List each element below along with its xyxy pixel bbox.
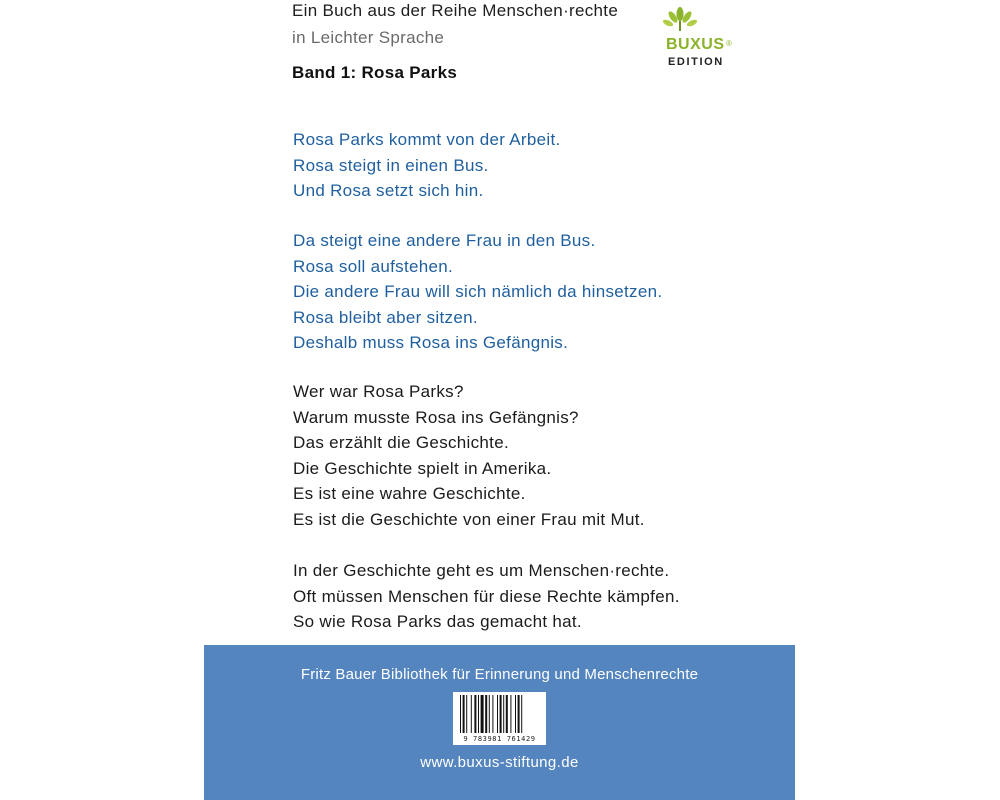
book-back-cover [204, 0, 795, 800]
barcode-bar [515, 695, 516, 733]
text-line: Die andere Frau will sich nämlich da hinsetzen. [293, 282, 663, 302]
text-line: Rosa steigt in einen Bus. [293, 155, 489, 175]
text-line: Rosa soll aufstehen. [293, 256, 454, 276]
text-line: In der Geschichte geht es um Menschen·rechte. [293, 561, 670, 580]
barcode-bar [518, 695, 520, 733]
text-line: Warum musste Rosa ins Gefängnis? [293, 407, 579, 427]
logo-registered-mark: ® [726, 39, 732, 48]
text-line: Deshalb muss Rosa ins Gefängnis. [293, 333, 569, 353]
paragraph-bus-ride [293, 127, 561, 204]
text-line: Rosa bleibt aber sitzen. [293, 307, 478, 327]
isbn-barcode [453, 692, 546, 745]
barcode-bar [463, 695, 465, 733]
paragraph-human-rights [293, 558, 680, 635]
footer-band [204, 645, 795, 800]
barcode-bar [492, 695, 493, 733]
barcode-bar [521, 695, 522, 733]
text-line: Es ist eine wahre Geschichte. [293, 484, 526, 504]
text-line: Da steigt eine andere Frau in den Bus. [293, 231, 596, 250]
text-line: So wie Rosa Parks das gemacht hat. [293, 612, 582, 632]
paragraph-stay-seated [293, 228, 662, 356]
barcode-bar [466, 695, 467, 733]
barcode-bar [474, 695, 476, 733]
text-line: Das erzählt die Geschichte. [293, 433, 509, 453]
text-line: Die Geschichte spielt in Amerika. [293, 458, 552, 478]
barcode-bars [460, 695, 539, 733]
barcode-bar [481, 695, 484, 733]
leaf-tree-icon [660, 6, 700, 40]
barcode-bar [506, 695, 508, 733]
barcode-bar [503, 695, 504, 733]
footer-url: www.buxus-stiftung.de [420, 754, 579, 771]
barcode-bar [510, 695, 511, 733]
barcode-bar [471, 695, 472, 733]
barcode-bar [500, 695, 502, 733]
series-title: Ein Buch aus der Reihe Menschen·rechte [292, 1, 619, 20]
text-line: Und Rosa setzt sich hin. [293, 181, 484, 201]
series-subtitle: in Leichter Sprache [292, 28, 445, 47]
barcode-bar [485, 695, 487, 733]
text-line: Rosa Parks kommt von der Arbeit. [293, 130, 561, 149]
text-line: Oft müssen Menschen für diese Rechte kämpfen. [293, 586, 680, 606]
barcode-bar [478, 695, 479, 733]
barcode-number: 9 783981 761429 [463, 735, 536, 743]
buxus-edition-logo [660, 6, 740, 68]
barcode-bar [489, 695, 490, 733]
barcode-bar [460, 695, 461, 733]
text-line: Es ist die Geschichte von einer Frau mit Mut. [293, 509, 645, 529]
logo-name: BUXUS [666, 36, 725, 53]
volume-title: Band 1: Rosa Parks [292, 63, 458, 82]
footer-title: Fritz Bauer Bibliothek für Erinnerung und Menschenrechte [300, 666, 699, 683]
barcode-bar [497, 695, 498, 733]
logo-subtitle: EDITION [668, 56, 724, 68]
paragraph-who-was-rosa [293, 379, 645, 533]
text-line: Wer war Rosa Parks? [293, 382, 464, 401]
